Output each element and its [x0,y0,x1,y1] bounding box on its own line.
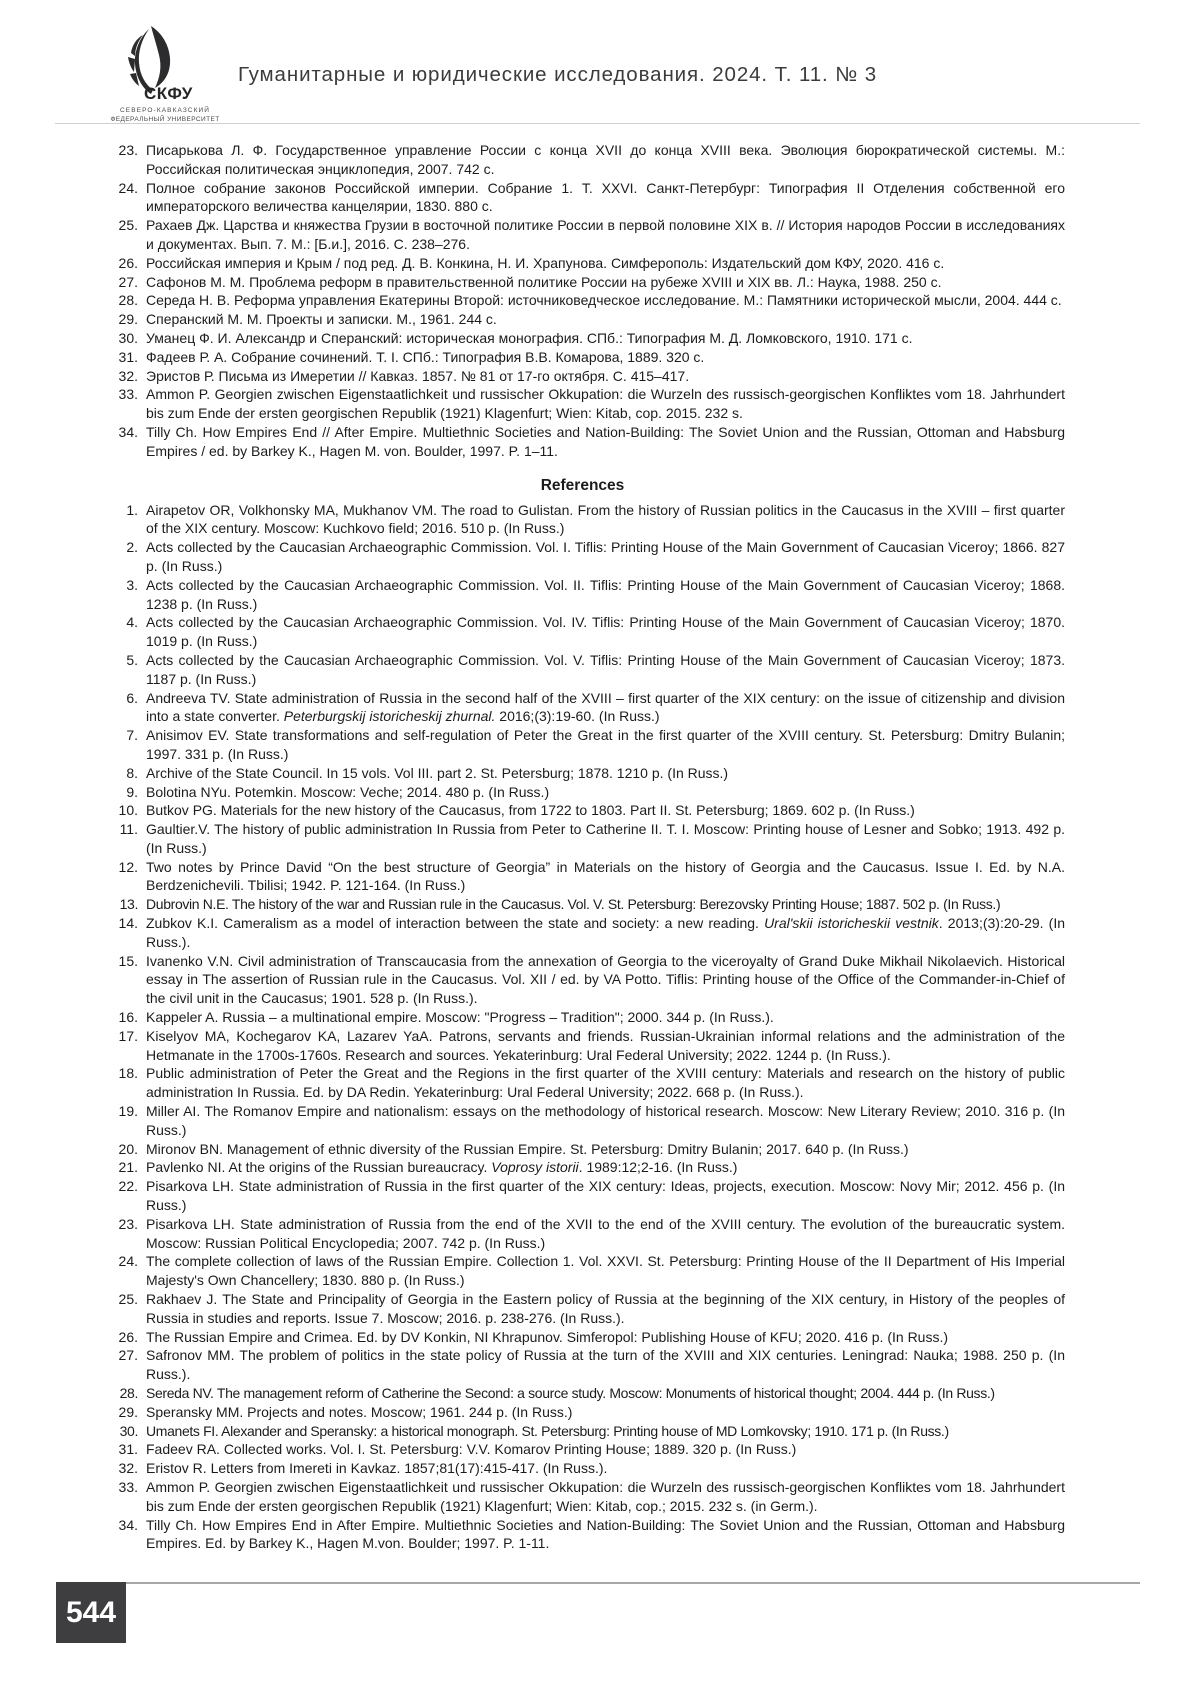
reference-text: Archive of the State Council. In 15 vols. Vol III. part 2. St. Petersburg; 1878. 1210 p. (In Russ.) [146,764,729,781]
reference-text: Pisarkova LH. State administration of Russia in the first quarter of the XIX century: Ideas, projects, execution. Moscow: Novy Mir; 2012. 456 p. (In Russ.) [146,1178,1065,1214]
reference-text: Zubkov K.I. Cameralism as a model of interaction between the state and society: a new reading. Ural'skii istoricheskii vestnik. 2013;(3):20-29. (In Russ.). [146,915,1065,950]
reference-item [100,1384,1065,1403]
reference-item [100,1215,1065,1253]
reference-item [100,576,1065,614]
footer-divider [126,1582,1140,1584]
reference-item [100,1516,1065,1554]
reference-text: Tilly Ch. How Empires End // After Empire. Multiethnic Societies and Nation-Building: The Soviet Union and the Russian, Ottoman and Habsburg Empires / ed. by Barkey K., Hagen M. von. Boulder, 1997. P. 1–11. [146,423,1065,459]
references-english-list [100,501,1065,1554]
reference-item [100,179,1065,217]
reference-text: Rakhaev J. The State and Principality of Georgia in the Eastern policy of Russia at the beginning of the XIX century, in History of the peoples of Russia in studies and reports. Issue 7. Moscow; 2016. p. 238-276. (In Russ.). [146,1291,1065,1326]
reference-item [100,254,1065,273]
reference-number: 6. [126,689,138,706]
reference-text: Fadeev RA. Collected works. Vol. I. St. Petersburg: V.V. Komarov Printing House; 1889. 320 p. (In Russ.) [146,1441,797,1458]
reference-item [100,1158,1065,1177]
reference-text: Mironov BN. Management of ethnic diversity of the Russian Empire. St. Petersburg: Dmitry Bulanin; 2017. 640 p. (In Russ.) [146,1140,909,1157]
reference-number: 9. [126,783,138,800]
reference-number: 34. [118,423,138,440]
reference-item [100,1422,1065,1441]
reference-number: 8. [126,764,138,781]
reference-number: 13. [119,896,138,913]
reference-number: 4. [126,614,138,631]
reference-item [100,764,1065,783]
reference-text: Public administration of Peter the Great and the Regions in the first quarter of the XVIII century: Materials and research on the history of public administration In Russia. Ed. by DA Redin. Yekaterinburg: Ural Federal University; 2022. 668 p. (In Russ.). [146,1065,1065,1101]
reference-number: 19. [118,1103,138,1120]
reference-text: Писарькова Л. Ф. Государственное управление России с конца XVII до конца XVIII века. Эволюция бюрократической системы. М.: Российская политическая энциклопедия, 2007. 742 с. [146,142,1065,177]
reference-number: 16. [118,1009,138,1026]
reference-item [100,1008,1065,1027]
reference-text: Kappeler A. Russia – a multinational empire. Moscow: "Progress – Tradition"; 2000. 344 p. (In Russ.). [146,1009,774,1026]
reference-item [100,1140,1065,1159]
reference-text: Speransky MM. Projects and notes. Moscow; 1961. 244 p. (In Russ.) [146,1403,573,1420]
reference-number: 29. [118,311,138,328]
reference-number: 21. [118,1159,138,1176]
reference-item [100,801,1065,820]
reference-number: 1. [126,501,138,518]
reference-item [100,783,1065,802]
reference-number: 12. [118,858,138,875]
reference-text: Ammon P. Georgien zwischen Eigenstaatlichkeit und russischer Okkupation: die Wurzeln des russisch-georgischen Konfliktes vom 18. Jahrhundert bis zum Ende der ersten georgischen Republik (1921) Klagenfurt; Wien: Kitab, cop.; 2015. 232 s. (in Germ.). [146,1478,1065,1514]
reference-number: 20. [118,1140,138,1157]
reference-text: Полное собрание законов Российской империи. Собрание 1. Т. XXVI. Санкт-Петербург: Типография II Отделения собственной его императорского величества канцелярии, 1830. 880 с. [146,179,1065,215]
reference-number: 30. [118,329,138,346]
logo-abbreviation: СКФУ [144,84,193,103]
reference-text: Сперанский М. М. Проекты и записки. М., 1961. 244 с. [146,311,497,328]
reference-text: Tilly Ch. How Empires End in After Empire. Multiethnic Societies and Nation-Building: The Soviet Union and the Russian, Ottoman and Habsburg Empires. Ed. by Barkey K., Hagen M.von. Boulder; 1997. P. 1-11. [146,1516,1065,1552]
reference-item [100,329,1065,348]
reference-number: 26. [118,1328,138,1345]
reference-item [100,613,1065,651]
reference-number: 27. [118,273,138,290]
reference-item [100,216,1065,254]
reference-text: Эристов Р. Письма из Имеретии // Кавказ. 1857. № 81 от 17-го октября. С. 415–417. [146,367,690,384]
reference-item [100,952,1065,1008]
reference-text: Umanets FI. Alexander and Speransky: a historical monograph. St. Petersburg: Printing house of MD Lomkovsky; 1910. 171 p. (In Russ.) [146,1422,949,1439]
reference-text: Ivanenko V.N. Civil administration of Transcaucasia from the annexation of Georgia to the viceroyalty of Grand Duke Mikhail Nikolaevich. Historical essay in The assertion of Russian rule in the Caucasus. Vol. XII / ed. by VA Potto. Tiflis: Printing house of the Office of the Commander-in-Chief of the civil unit in the Caucasus; 1901. 528 p. (In Russ.). [146,952,1065,1007]
reference-text: Середа Н. В. Реформа управления Екатерины Второй: источниковедческое исследование. М.: Памятники исторической мысли, 2004. 444 с. [146,292,1062,309]
reference-text: Acts collected by the Caucasian Archaeographic Commission. Vol. I. Tiflis: Printing House of the Main Government of Caucasian Viceroy; 1866. 827 p. (In Russ.) [146,539,1065,574]
reference-text: Eristov R. Letters from Imereti in Kavkaz. 1857;81(17):415-417. (In Russ.). [146,1460,608,1477]
reference-number: 2. [126,539,138,556]
reference-number: 25. [118,217,138,234]
reference-number: 11. [119,821,138,838]
reference-text: The Russian Empire and Crimea. Ed. by DV Konkin, NI Khrapunov. Simferopol: Publishing House of KFU; 2020. 416 p. (In Russ.) [146,1328,949,1345]
reference-text: Kiselyov MA, Kochegarov KA, Lazarev YaA. Patrons, servants and friends. Russian-Ukrainian informal relations and the administration of the Hetmanate in the 1700s-1760s. Research and sources. Yekaterinburg: Ural Federal University; 2022. 1244 p. (In Russ.). [146,1027,1065,1063]
reference-text: Рахаев Дж. Царства и княжества Грузии в восточной политике России в первой половине XIX в. // История народов России в исследованиях и документах. Вып. 7. М.: [Б.и.], 2016. С. 238–276. [146,217,1065,252]
reference-item [100,1177,1065,1215]
reference-text: The complete collection of laws of the Russian Empire. Collection 1. Vol. XXVI. St. Petersburg: Printing House of the II Department of His Imperial Majesty's Own Chancellery; 1830. 880 p. (In Russ.) [146,1253,1065,1289]
references-page-content [100,124,1065,1553]
reference-number: 22. [118,1178,138,1195]
reference-text: Уманец Ф. И. Александр и Сперанский: историческая монография. СПб.: Типография М. Д. Ломковского, 1910. 171 с. [146,329,913,346]
reference-item [100,1252,1065,1290]
reference-text: Фадеев Р. А. Собрание сочинений. Т. I. СПб.: Типография В.В. Комарова, 1889. 320 с. [146,348,705,365]
reference-item [100,385,1065,423]
reference-text: Pisarkova LH. State administration of Russia from the end of the XVII to the end of the XVIII century. The evolution of the bureaucratic system. Moscow: Russian Political Encyclopedia; 2007. 742 p. (In Russ.) [146,1215,1065,1251]
reference-text: Anisimov EV. State transformations and self-regulation of Peter the Great in the first quarter of the XVIII century. St. Petersburg: Dmitry Bulanin; 1997. 331 p. (In Russ.) [146,727,1065,762]
reference-number: 28. [119,1385,138,1401]
reference-item [100,1478,1065,1516]
reference-number: 30. [119,1422,138,1439]
reference-item [100,1290,1065,1328]
reference-number: 14. [118,915,138,932]
reference-item [100,501,1065,539]
reference-text: Acts collected by the Caucasian Archaeographic Commission. Vol. V. Tiflis: Printing House of the Main Government of Caucasian Viceroy; 1873. 1187 p. (In Russ.) [146,651,1065,687]
reference-number: 31. [118,1441,138,1458]
reference-item [100,914,1065,952]
reference-text: Safronov MM. The problem of politics in the state policy of Russia at the turn of the XVIII and XIX centuries. Leningrad: Nauka; 1988. 250 p. (In Russ.). [146,1347,1065,1383]
reference-item [100,538,1065,576]
reference-text: Andreeva TV. State administration of Russia in the second half of the XVIII – first quarter of the XIX century: on the issue of citizenship and division into a state converter. Peterburgskij istoricheskij zhurnal. 2016;(3):19-60. (In Russ.) [146,689,1065,725]
reference-text: Sereda NV. The management reform of Catherine the Second: a source study. Moscow: Monuments of historical thought; 2004. 444 p. (In Russ.) [146,1385,995,1401]
university-logo [110,24,220,124]
bibliography-russian-list [100,141,1065,461]
reference-item [100,1403,1065,1422]
reference-item [100,273,1065,292]
reference-number: 18. [118,1065,138,1082]
reference-number: 3. [126,576,138,593]
reference-item [100,858,1065,896]
reference-item [100,820,1065,858]
reference-text: Dubrovin N.E. The history of the war and Russian rule in the Caucasus. Vol. V. St. Petersburg: Berezovsky Printing House; 1887. 502 p. (In Russ.) [146,896,1001,913]
references-heading: References [540,476,625,494]
reference-item [100,1064,1065,1102]
reference-number: 24. [118,1253,138,1270]
page-header [0,0,1200,123]
reference-item [100,895,1065,914]
reference-item [100,651,1065,689]
reference-number: 29. [118,1403,138,1420]
reference-text: Butkov PG. Materials for the new history of the Caucasus, from 1722 to 1803. Part II. St. Petersburg; 1869. 602 p. (In Russ.) [146,802,915,819]
reference-item [100,1027,1065,1065]
reference-number: 17. [118,1027,138,1044]
logo-subtitle-line1: СЕВЕРО-КАВКАЗСКИЙ [120,107,210,114]
reference-item [100,291,1065,310]
reference-number: 32. [118,367,138,384]
reference-text: Pavlenko NI. At the origins of the Russian bureaucracy. Voprosy istorii. 1989:12;2-16. (In Russ.) [146,1159,738,1176]
reference-number: 7. [126,727,138,744]
reference-number: 10. [118,802,138,819]
reference-number: 27. [118,1347,138,1364]
reference-text: Airapetov OR, Volkhonsky MA, Mukhanov VM. The road to Gulistan. From the history of Russian politics in the Caucasus in the XVIII – first quarter of the XIX century. Moscow: Kuchkovo field; 2016. 510 p. (In Russ.) [146,501,1065,537]
reference-text: Bolotina NYu. Potemkin. Moscow: Veche; 2014. 480 p. (In Russ.) [146,783,550,800]
reference-item [100,1459,1065,1478]
reference-number: 32. [118,1460,138,1477]
reference-text: Сафонов М. М. Проблема реформ в правительственной политике России на рубеже XVIII и XIX вв. Л.: Наука, 1988. 250 с. [146,273,942,290]
reference-text: Two notes by Prince David “On the best structure of Georgia” in Materials on the history of Georgia and the Caucasus. Issue I. Ed. by N.A. Berdzenichevili. Tbilisi; 1942. P. 121-164. (In Russ.) [146,858,1065,894]
reference-item [100,348,1065,367]
reference-text: Miller AI. The Romanov Empire and nationalism: essays on the methodology of historical research. Moscow: New Literary Review; 2010. 316 p. (In Russ.) [146,1103,1065,1138]
reference-item [100,726,1065,764]
reference-number: 24. [118,179,138,196]
reference-text: Ammon P. Georgien zwischen Eigenstaatlichkeit und russischer Okkupation: die Wurzeln des russisch-georgischen Konfliktes vom 18. Jahrhundert bis zum Ende der ersten georgischen Republik (1921) Klagenfurt; Wien: Kitab, cop. 2015. 232 s. [146,386,1065,422]
reference-item [100,1328,1065,1347]
reference-text: Acts collected by the Caucasian Archaeographic Commission. Vol. II. Tiflis: Printing House of the Main Government of Caucasian Viceroy; 1868. 1238 p. (In Russ.) [146,576,1065,612]
reference-number: 33. [118,386,138,403]
reference-item [100,1440,1065,1459]
reference-item [100,1102,1065,1140]
reference-item [100,367,1065,386]
reference-item [100,1346,1065,1384]
reference-number: 23. [118,1215,138,1232]
reference-number: 15. [118,952,138,969]
reference-number: 28. [118,292,138,309]
reference-number: 25. [118,1291,138,1308]
page-number: 544 [56,1582,126,1643]
reference-number: 26. [118,254,138,271]
reference-number: 23. [118,142,138,158]
reference-item [100,423,1065,461]
reference-text: Gaultier.V. The history of public administration In Russia from Peter to Catherine II. T. I. Moscow: Printing house of Lesner and Sobko; 1913. 492 p. (In Russ.) [146,821,1065,856]
reference-item [100,141,1065,179]
reference-text: Российская империя и Крым / под ред. Д. В. Конкина, Н. И. Храпунова. Симферополь: Издательский дом КФУ, 2020. 416 с. [146,254,945,271]
reference-number: 5. [126,651,138,668]
reference-number: 31. [118,348,138,365]
logo-subtitle-line2: ФЕДЕРАЛЬНЫЙ УНИВЕРСИТЕТ [110,116,220,123]
reference-text: Acts collected by the Caucasian Archaeographic Commission. Vol. IV. Tiflis: Printing House of the Main Government of Caucasian Viceroy; 1870. 1019 p. (In Russ.) [146,614,1065,650]
reference-number: 34. [118,1516,138,1533]
journal-title: Гуманитарные и юридические исследования. 2024. Т. 11. № 3 [238,63,878,86]
reference-item [100,310,1065,329]
reference-number: 33. [118,1478,138,1495]
reference-item [100,689,1065,727]
